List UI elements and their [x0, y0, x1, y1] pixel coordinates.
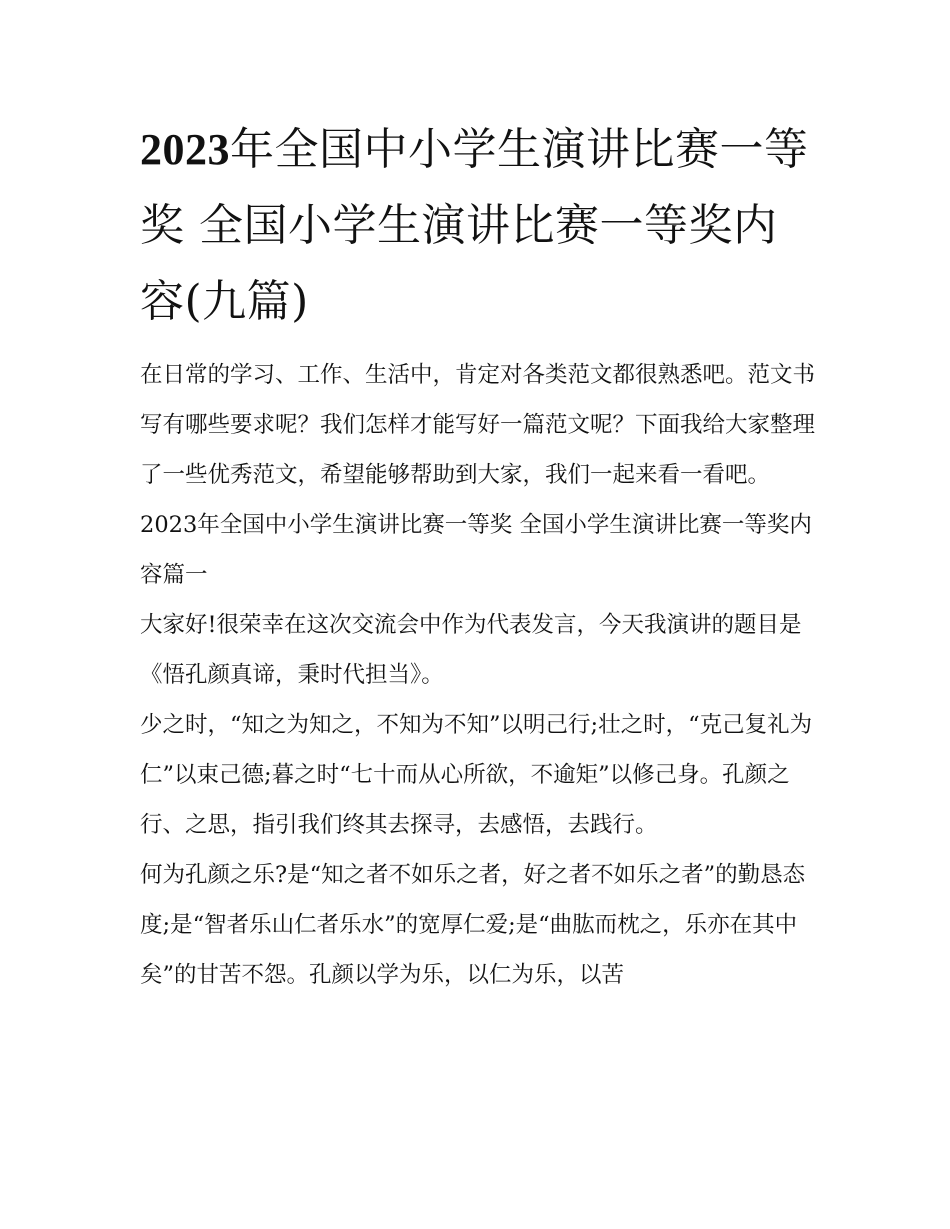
title-text: 年全国中小学生演讲比赛一等奖 全国小学生演讲比赛一等奖内容(九篇) — [140, 124, 809, 327]
document-title — [140, 112, 815, 340]
document-page — [140, 112, 815, 1000]
intro-paragraph: 在日常的学习、工作、生活中，肯定对各类范文都很熟悉吧。范文书写有哪些要求呢？我们怎样才能写好一篇范文呢？下面我给大家整理了一些优秀范文，希望能够帮助到大家，我们一起来看一看吧。 — [140, 362, 816, 488]
document-body — [140, 350, 815, 1000]
body-paragraph: 何为孔颜之乐?是“知之者不如乐之者，好之者不如乐之者”的勤恳态度;是“智者乐山仁者乐水”的宽厚仁爱;是“曲肱而枕之，乐亦在其中矣”的甘苦不怨。孔颜以学为乐，以仁为乐，以苦 — [140, 862, 806, 988]
section-heading: 2023年全国中小学生演讲比赛一等奖 全国小学生演讲比赛一等奖内容篇一 — [140, 512, 812, 588]
body-paragraph: 少之时，“知之为知之，不知为不知”以明己行;壮之时，“克己复礼为仁”以束己德;暮之时“七十而从心所欲，不逾矩”以修己身。孔颜之行、之思，指引我们终其去探寻，去感悟，去践行。 — [140, 712, 813, 838]
title-year: 2023 — [140, 125, 230, 174]
body-paragraph: 大家好!很荣幸在这次交流会中作为代表发言，今天我演讲的题目是《悟孔颜真谛，秉时代担当》。 — [140, 612, 802, 688]
